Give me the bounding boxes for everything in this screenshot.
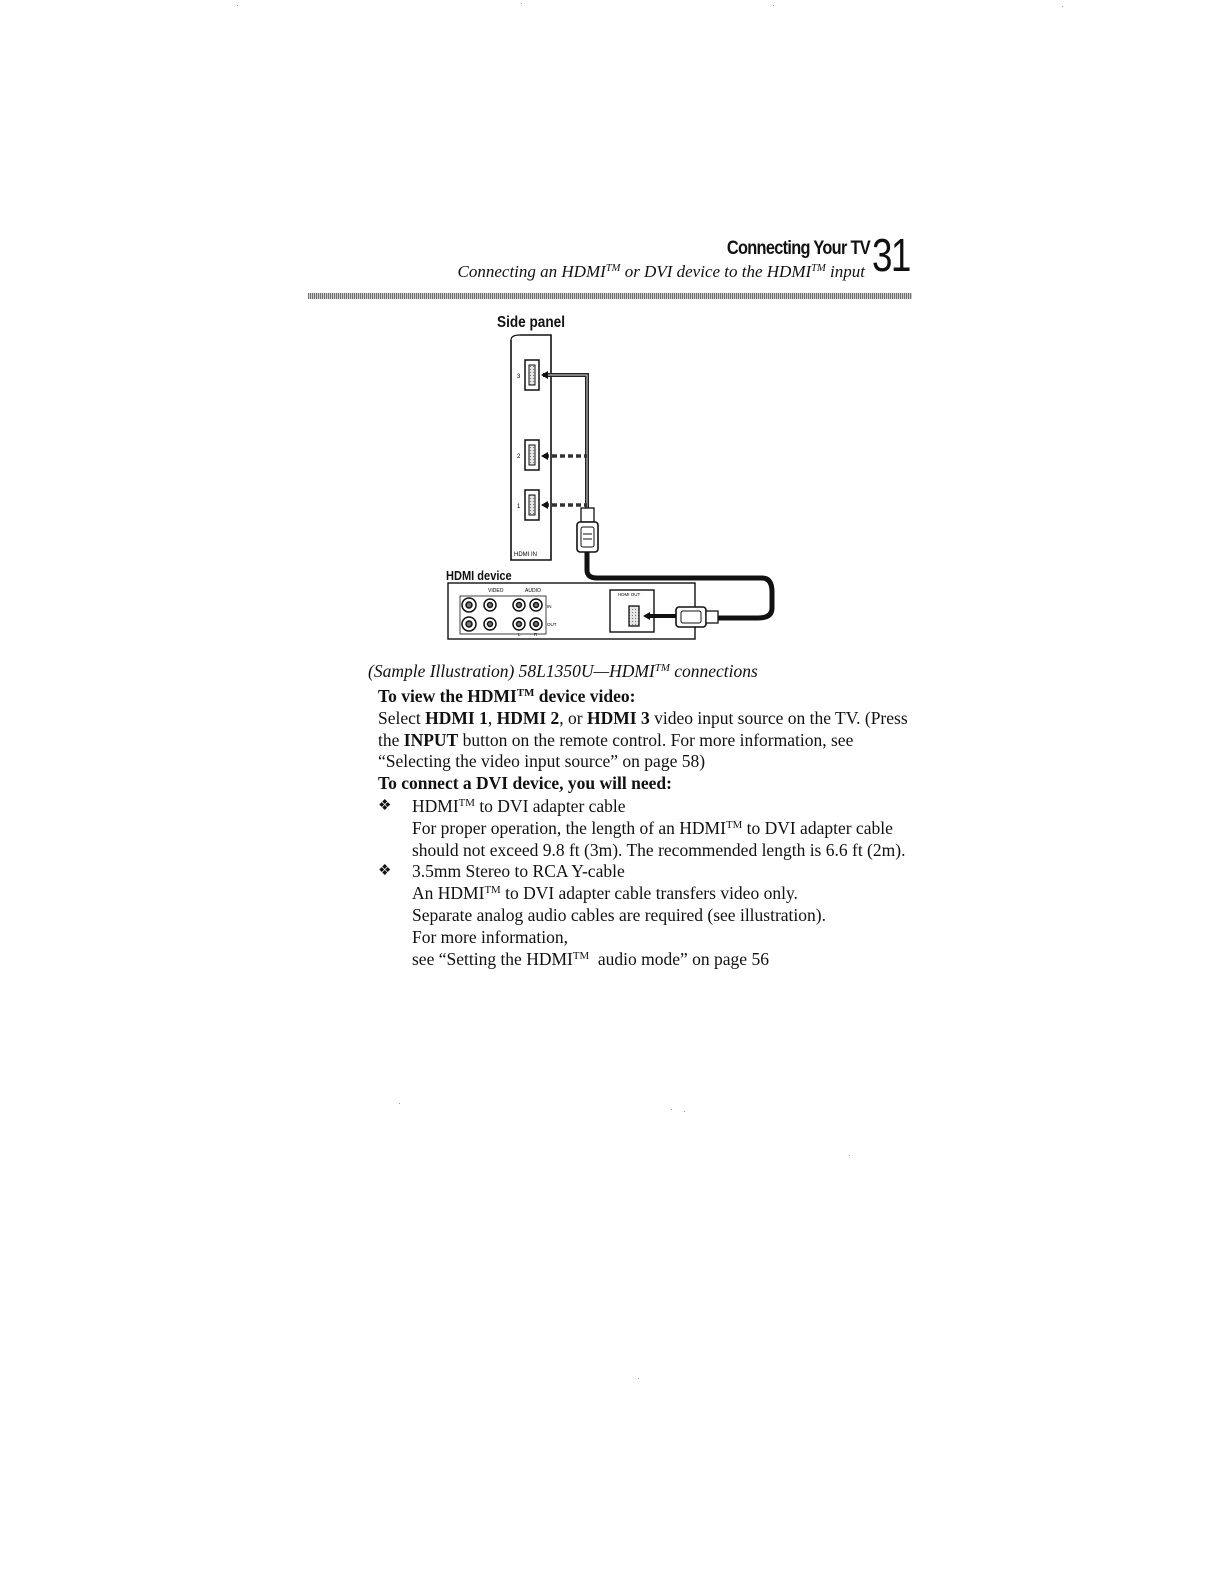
- side-panel-label: Side panel: [497, 314, 566, 331]
- scan-speck: [638, 1378, 639, 1379]
- scan-speck: [684, 1111, 685, 1112]
- bullet-icon: ❖: [378, 863, 392, 880]
- list-item: ❖ 3.5mm Stereo to RCA Y-cable An HDMI™ to DVI adapter cable transfers video only. Separate analog audio cables are required (see illustration). For more information, see “Setting the HDMI™ audio mode” on page 56: [378, 861, 826, 969]
- port-number-1: 1: [517, 504, 521, 510]
- hdmi-port-3: [525, 360, 539, 390]
- view-heading: To view the HDMI™ device video:: [378, 686, 636, 706]
- out-label: OUT: [547, 622, 557, 627]
- dvi-heading: To connect a DVI device, you will need:: [378, 773, 672, 794]
- scan-speck: [237, 5, 238, 6]
- hdmi-device-box: [448, 583, 695, 639]
- scan-speck: [1062, 6, 1063, 7]
- bullet-icon: ❖: [378, 797, 392, 814]
- illustration-caption: (Sample Illustration) 58L1350U—HDMI™ connections: [368, 661, 758, 681]
- hdmi-port-1: [525, 490, 539, 520]
- header-rule: [308, 293, 912, 299]
- scan-speck: [849, 1155, 850, 1156]
- hdmi-device-label: HDMI device: [446, 568, 512, 583]
- section-title: Connecting Your TV: [726, 238, 870, 259]
- scan-speck: [671, 1109, 672, 1110]
- list-item: ❖ HDMI™ to DVI adapter cable For proper operation, the length of an HDMI™ to DVI adapter cable should not exceed 9.8 ft (3m). The recommended length is 6.6 ft (2m).: [378, 795, 906, 860]
- connection-illustration: [440, 330, 790, 648]
- port-number-2: 2: [517, 454, 521, 460]
- page-subtitle: Connecting an HDMI™ or DVI device to the HDMI™ input: [457, 262, 865, 281]
- audio-label: AUDIO: [525, 588, 541, 594]
- port-number-3: 3: [517, 374, 521, 380]
- scan-speck: [399, 1103, 400, 1104]
- hdmi-port-2: [525, 440, 539, 470]
- scan-speck: [773, 5, 774, 6]
- audio-l-label: L: [518, 632, 521, 637]
- in-label: IN: [547, 604, 552, 609]
- video-label: VIDEO: [488, 588, 504, 594]
- audio-r-label: R: [534, 632, 538, 637]
- body-text: [378, 686, 918, 970]
- page-number: 31: [872, 229, 910, 281]
- view-instructions: Select HDMI 1, HDMI 2, or HDMI 3 video input source on the TV. (Press the INPUT button on the remote control. For more information, see “Selecting the video input source” on page 58): [378, 707, 908, 772]
- hdmi-out-label: HDMI OUT: [618, 592, 641, 597]
- scan-speck: [521, 3, 522, 4]
- hdmi-in-label: HDMI IN: [514, 552, 537, 558]
- hdmi-plug-vertical: [577, 508, 598, 552]
